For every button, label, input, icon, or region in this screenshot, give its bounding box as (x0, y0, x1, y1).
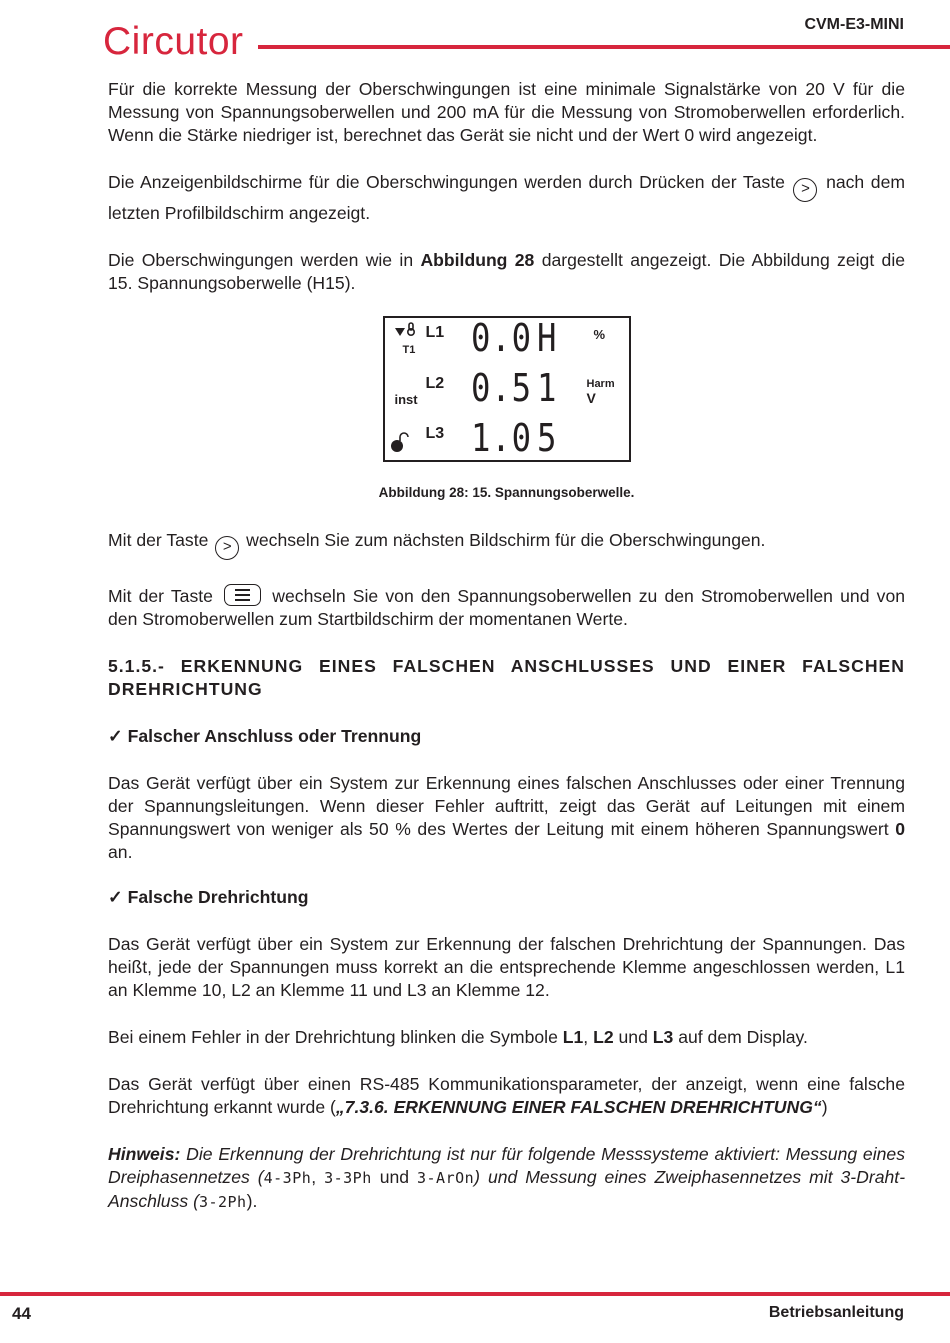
paragraph-wrong-connection (108, 772, 905, 864)
paragraph-menu-key (108, 584, 905, 631)
percent-label: % (593, 327, 606, 342)
thermometer-icon (406, 322, 416, 336)
text: wechseln Sie von den Spannungsoberwellen zu den Stromoberwellen und von den Stromoberwellen zum Startbildschirm der momentanen Werte. (108, 586, 906, 629)
line-label-l3: L3 (425, 425, 445, 442)
next-key-icon: > (215, 536, 239, 560)
paragraph-figure-ref (108, 249, 905, 295)
lcd-row2-right: 1 (536, 366, 556, 410)
text: Mit der Taste (108, 586, 213, 606)
figure-caption: Abbildung 28: 15. Spannungsoberwelle. (378, 485, 635, 500)
lcd-row3-right: 5 (536, 416, 556, 460)
footer-rule (0, 1292, 950, 1296)
paragraph-note: Hinweis: Die Erkennung der Drehrichtung ist nur für folgende Messsysteme aktiviert: Messung eines Dreiphasennetzes (4-3Ph, 3-3Ph und 3-ArOn) und Messung eines Zweiphasennetzes mit 3-Draht-Anschluss (3-2Ph). (108, 1144, 906, 1211)
logo: Circutor (103, 20, 244, 63)
text: Die Oberschwingungen werden wie in (108, 250, 414, 270)
line-label-l1: L1 (425, 324, 445, 341)
check-icon: ✓ (108, 726, 128, 746)
unlock-icon (391, 431, 409, 453)
section-reference-link: „7.3.6. ERKENNUNG EINER FALSCHEN DREHRICHTUNG“ (335, 1097, 822, 1117)
text: wechseln Sie zum nächsten Bildschirm für die Oberschwingungen. (246, 530, 766, 550)
paragraph-rs485: Das Gerät verfügt über einen RS-485 Kommunikationsparameter, der anzeigt, wenn eine falsche Drehrichtung erkannt wurde („7.3.6. ERKENNUNG EINER FALSCHEN DREHRICHTUNG“) (108, 1074, 905, 1117)
paragraph-wrong-rotation: Das Gerät verfügt über ein System zur Erkennung der falschen Drehrichtung der Spannungen. Das heißt, jede der Spannungen muss korrekt an die entsprechende Klemme angeschlossen werden, L1 an Klemme 10, L2 an Klemme 11 und L3 an Klemme 12. (108, 934, 905, 1000)
paragraph-blink: Bei einem Fehler in der Drehrichtung blinken die Symbole L1, L2 und L3 auf dem Display. (108, 1027, 808, 1047)
paragraph-next-key (108, 529, 905, 560)
tariff-label: T1 (402, 344, 416, 356)
inst-label: inst (394, 392, 418, 407)
text: dargestellt angezeigt. Die Abbildung zeigt die 15. Spannungsoberwelle (H15). (108, 250, 906, 293)
line-label-l2: L2 (425, 375, 445, 392)
harm-label: Harm (586, 378, 615, 390)
subheading-wrong-connection: ✓ Falscher Anschluss oder Trennung (108, 726, 422, 746)
text: Mit der Taste (108, 530, 209, 550)
paragraph-harmonic-screens (108, 171, 905, 225)
text-bold: 0 (895, 819, 905, 839)
subheading-wrong-rotation: ✓ Falsche Drehrichtung (108, 887, 309, 907)
next-key-icon: > (793, 178, 817, 202)
lcd-row1-right: H (536, 316, 556, 360)
header-rule (258, 45, 950, 49)
menu-key-icon (224, 584, 261, 606)
text: an. (108, 842, 133, 862)
paragraph-min-signal: Für die korrekte Messung der Oberschwingungen ist eine minimale Signalstärke von 20 V für die Messung von Spannungsoberwellen und 200 mA für die Messung von Stromoberwellen erforderlich. Wenn die Stärke niedriger ist, berechnet das Gerät sie nicht und der Wert 0 wird angezeigt. (108, 79, 905, 145)
section-heading: 5.1.5.- ERKENNUNG EINES FALSCHEN ANSCHLUSSES UND EINER FALSCHEN DREHRICHTUNG (108, 656, 905, 699)
text: Die Anzeigenbildschirme für die Oberschwingungen werden durch Drücken der Taste (108, 172, 785, 192)
page-content (108, 78, 905, 1214)
check-icon: ✓ (108, 887, 128, 907)
unit-label: V (586, 390, 596, 406)
down-arrow-icon (395, 327, 405, 337)
document-type: Betriebsanleitung (768, 1304, 904, 1321)
note-label: Hinweis: (108, 1144, 181, 1164)
text: nach dem letzten Profilbildschirm angezeigt. (108, 172, 906, 223)
figure-reference: Abbildung 28 (420, 250, 535, 270)
lcd-row2-value: 0.5 (470, 366, 532, 410)
model-name: CVM-E3-MINI (804, 16, 904, 33)
page-number: 44 (12, 1304, 31, 1323)
lcd-row3-value: 1.0 (470, 416, 532, 460)
lcd-row1-value: 0.0 (470, 316, 532, 360)
lcd-display (383, 316, 631, 462)
text: Das Gerät verfügt über ein System zur Erkennung eines falschen Anschlusses oder einer Trennung der Spannungsleitungen. Wenn dieser Fehler auftritt, zeigt das Gerät auf Leitungen mit einem Spannungswert von weniger als 50 % des Wertes der Leitung mit einem höheren Spannungswert (108, 773, 905, 839)
